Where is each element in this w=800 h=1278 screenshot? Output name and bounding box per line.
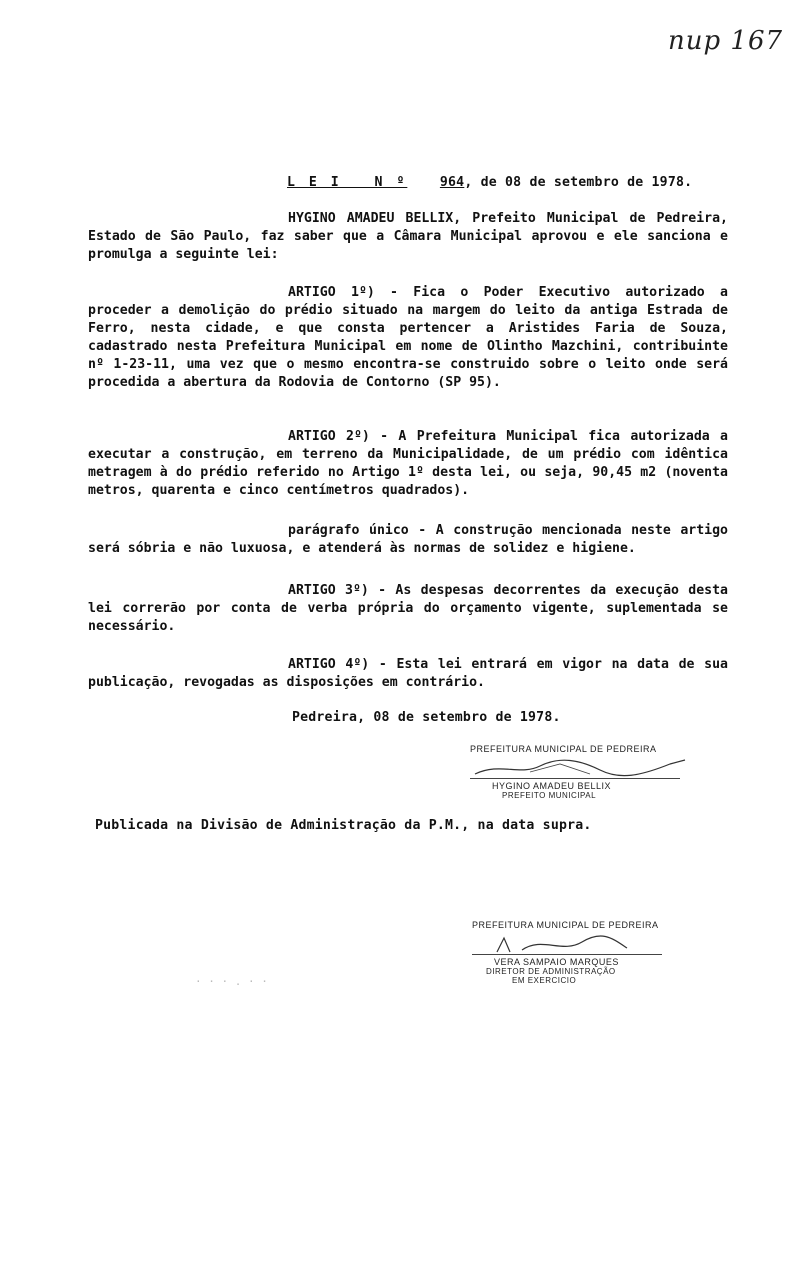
sole-paragraph <box>88 522 728 558</box>
place-date: Pedreira, 08 de setembro de 1978. <box>292 710 561 725</box>
article-1-paragraph <box>88 284 728 392</box>
article-2-paragraph <box>88 428 728 500</box>
article-4-text: ARTIGO 4º) - Esta lei entrará em vigor na data de sua publicação, revogadas as disposições em contrário. <box>88 657 728 690</box>
law-title <box>287 175 692 190</box>
article-4-paragraph <box>88 656 728 692</box>
article-3-text: ARTIGO 3º) - As despesas decorrentes da execução desta lei correrão por conta de verba própria do orçamento vigente, suplementada se necessário. <box>88 583 728 634</box>
director-signature-stamp <box>472 920 662 985</box>
director-stamp-org: PREFEITURA MUNICIPAL DE PEDREIRA <box>472 920 659 930</box>
article-2-text: ARTIGO 2º) - A Prefeitura Municipal fica autorizada a executar a construção, em terreno da Municipalidade, de um prédio com idêntica metragem à do prédio referido no Artigo 1º desta lei, ou seja, 90,45 m2 (noventa metros, quarenta e cinco centímetros quadrados). <box>88 429 728 498</box>
preamble-text: HYGINO AMADEU BELLIX, Prefeito Municipal de Pedreira, Estado de São Paulo, faz saber que a Câmara Municipal aprovou e ele sanciona e promulga a seguinte lei: <box>88 211 728 262</box>
mayor-stamp-org: PREFEITURA MUNICIPAL DE PEDREIRA <box>470 744 657 754</box>
article-1-text: ARTIGO 1º) - Fica o Poder Executivo autorizado a proceder a demolição do prédio situado na margem do leito da antiga Estrada de Ferro, nesta cidade, e que consta pertencer a Aristides Faria de Souza, cadastrado nesta Prefeitura Municipal em nome de Olintho Mazchini, contribuinte nº 1-23-11, uma vez que o mesmo encontra-se construido sobre o leito onde será procedida a abertura da Rodovia de Contorno (SP 95). <box>88 285 728 390</box>
law-label: L E I N º <box>287 175 408 190</box>
director-signature-icon <box>472 934 662 955</box>
director-stamp-role: DIRETOR DE ADMINISTRAÇÃO <box>486 967 616 976</box>
mayor-signature-stamp <box>470 744 680 800</box>
mayor-stamp-name: HYGINO AMADEU BELLIX <box>492 781 612 791</box>
mayor-stamp-role: PREFEITO MUNICIPAL <box>502 791 597 800</box>
publication-note: Publicada na Divisão de Administração da P.M., na data supra. <box>95 818 592 833</box>
mayor-signature-icon <box>470 758 680 779</box>
law-number: 964 <box>439 175 465 190</box>
sole-paragraph-text: parágrafo único - A construção mencionada neste artigo será sóbria e não luxuosa, e atenderá às normas de solidez e higiene. <box>88 523 728 556</box>
law-date: , de 08 de setembro de 1978. <box>464 175 693 190</box>
preamble-paragraph <box>88 210 728 264</box>
director-stamp-name: VERA SAMPAIO MARQUES <box>494 957 619 967</box>
article-3-paragraph <box>88 582 728 636</box>
bleed-through-mark: · · · . · · <box>195 975 268 988</box>
handwritten-annotation: nup 167 <box>668 26 784 56</box>
director-stamp-role2: EM EXERCICIO <box>512 976 577 985</box>
